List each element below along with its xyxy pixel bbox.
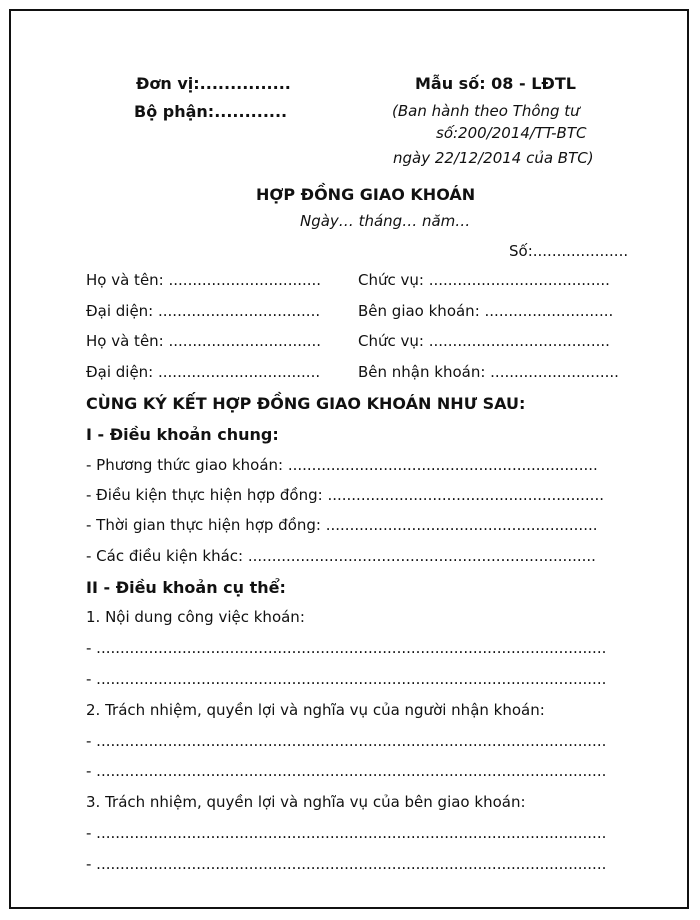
- assigner-duties-heading: 3. Trách nhiệm, quyền lợi và nghĩa vụ của bên giao khoán:: [86, 793, 526, 811]
- contract-conditions-field: - Điều kiện thực hiện hợp đồng: ..........................................................: [86, 486, 604, 504]
- party-b-representative-field: Đại diện: ..................................: [86, 363, 321, 381]
- blank-line: - ...........................................................................................................: [86, 670, 607, 688]
- party-a-position-field: Chức vụ: ......................................: [358, 271, 610, 289]
- issued-note-line2: số:200/2014/TT-BTC: [436, 124, 587, 142]
- party-b-position-field: Chức vụ: ......................................: [358, 332, 610, 350]
- section-2-heading: II - Điều khoản cụ thể:: [86, 578, 286, 597]
- form-number: Mẫu số: 08 - LĐTL: [415, 74, 576, 93]
- agreement-heading: CÙNG KÝ KẾT HỢP ĐỒNG GIAO KHOÁN NHƯ SAU:: [86, 394, 526, 413]
- blank-line: - ...........................................................................................................: [86, 855, 607, 873]
- assigning-party-field: Bên giao khoán: ...........................: [358, 302, 614, 320]
- page-title: HỢP ĐỒNG GIAO KHOÁN: [256, 185, 476, 204]
- work-content-heading: 1. Nội dung công việc khoán:: [86, 608, 305, 626]
- blank-line: - ...........................................................................................................: [86, 639, 607, 657]
- receiver-duties-heading: 2. Trách nhiệm, quyền lợi và nghĩa vụ của người nhận khoán:: [86, 701, 545, 719]
- issued-note-line3: ngày 22/12/2014 của BTC): [393, 149, 594, 167]
- blank-line: - ...........................................................................................................: [86, 824, 607, 842]
- issued-note-line1: (Ban hành theo Thông tư: [392, 102, 580, 120]
- contract-method-field: - Phương thức giao khoán: .................................................................: [86, 456, 598, 474]
- don-vi-field: Đơn vị:...............: [136, 74, 291, 93]
- party-a-representative-field: Đại diện: ..................................: [86, 302, 321, 320]
- contract-number-field: Số:....................: [509, 242, 629, 260]
- party-b-name-field: Họ và tên: ................................: [86, 332, 322, 350]
- blank-line: - ...........................................................................................................: [86, 762, 607, 780]
- bo-phan-field: Bộ phận:............: [134, 102, 288, 121]
- party-a-name-field: Họ và tên: ................................: [86, 271, 322, 289]
- date-line: Ngày… tháng… năm…: [300, 212, 471, 230]
- contract-duration-field: - Thời gian thực hiện hợp đồng: .........................................................: [86, 516, 598, 534]
- blank-line: - ...........................................................................................................: [86, 732, 607, 750]
- receiving-party-field: Bên nhận khoán: ...........................: [358, 363, 619, 381]
- other-conditions-field: - Các điều kiện khác: .........................................................................: [86, 547, 596, 565]
- section-1-heading: I - Điều khoản chung:: [86, 425, 279, 444]
